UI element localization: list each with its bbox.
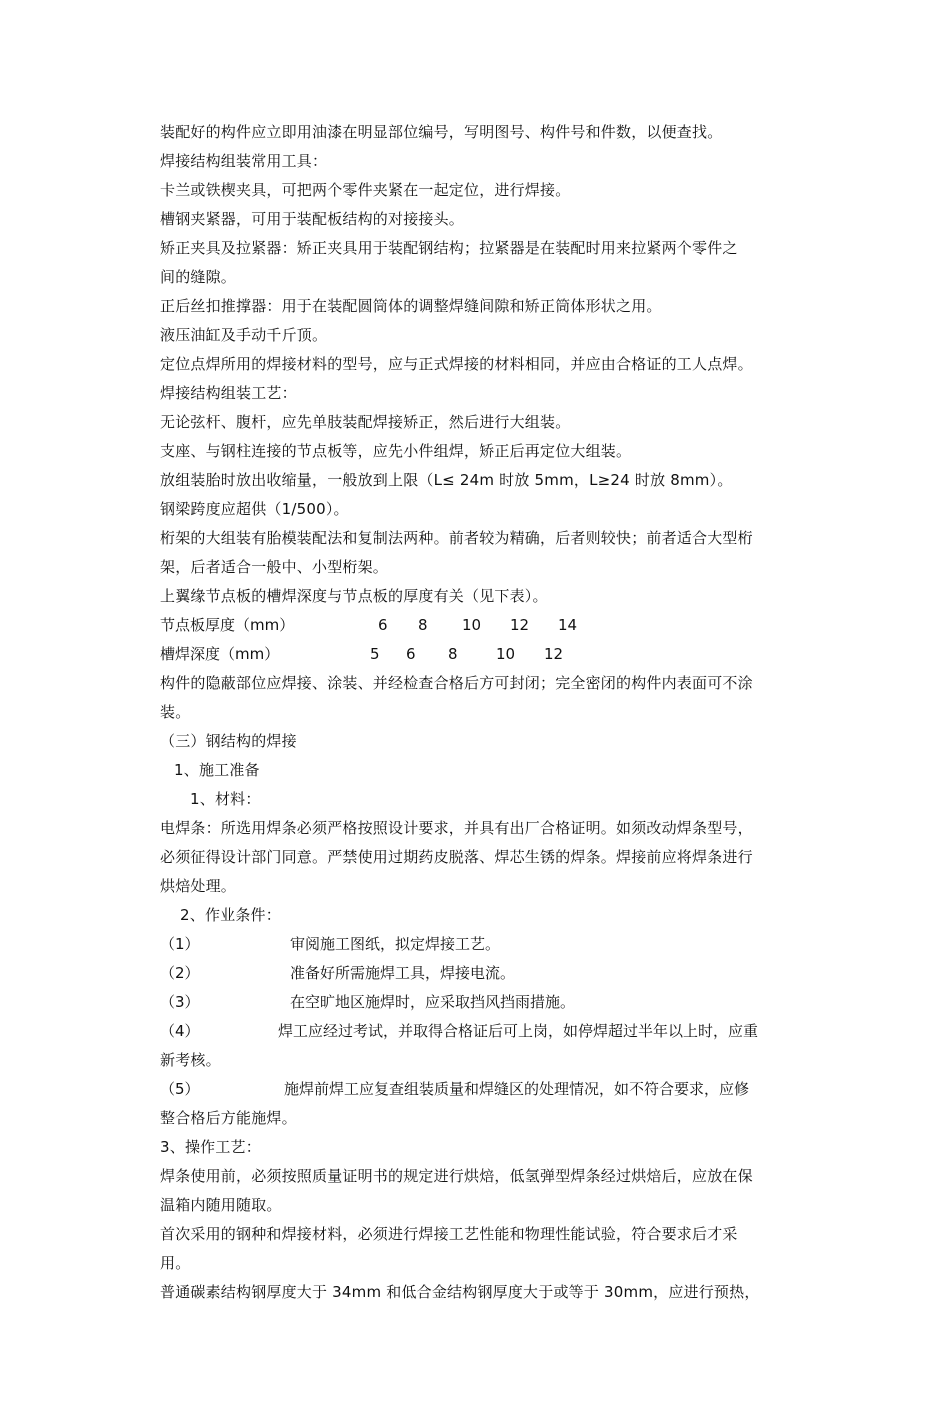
- paragraph: 无论弦杆、腹杆，应先单肢装配焊接矫正，然后进行大组装。: [160, 413, 571, 431]
- paragraph: 液压油缸及手动千斤顶。: [160, 326, 328, 344]
- list-item-number: （5）: [160, 1080, 200, 1098]
- table-cell: 10: [496, 645, 516, 663]
- paragraph: 构件的隐蔽部位应焊接、涂装、并经检查合格后方可封闭；完全密闭的构件内表面可不涂: [160, 674, 753, 692]
- list-item: [160, 1075, 800, 1104]
- table-values: [370, 640, 584, 669]
- list-item-continuation: 整合格后方能施焊。: [160, 1109, 297, 1127]
- table-cell: 12: [544, 645, 564, 663]
- paragraph: 卡兰或铁楔夹具，可把两个零件夹紧在一起定位，进行焊接。: [160, 181, 571, 199]
- paragraph: 用。: [160, 1254, 191, 1272]
- list-item-continuation: 新考核。: [160, 1051, 221, 1069]
- list-item-text: 施焊前焊工应复查组装质量和焊缝区的处理情况，如不符合要求，应修: [284, 1080, 750, 1098]
- subsection-heading: 1、施工准备: [174, 761, 260, 779]
- paragraph: 装。: [160, 703, 191, 721]
- heading: 焊接结构组装常用工具：: [160, 152, 328, 170]
- table-row-label: 节点板厚度（mm）: [160, 616, 295, 634]
- list-item-number: （1）: [160, 935, 200, 953]
- table-row-weld-depth: [160, 640, 800, 669]
- paragraph: 间的缝隙。: [160, 268, 237, 286]
- list-item: [160, 1017, 800, 1046]
- list-item-text: 准备好所需施焊工具，焊接电流。: [290, 964, 516, 982]
- list-item-text: 在空旷地区施焊时，应采取挡风挡雨措施。: [290, 993, 576, 1011]
- paragraph: 上翼缘节点板的槽焊深度与节点板的厚度有关（见下表）。: [160, 587, 548, 605]
- list-item-number: （4）: [160, 1022, 200, 1040]
- paragraph: 装配好的构件应立即用油漆在明显部位编号，写明图号、构件号和件数，以便查找。: [160, 123, 723, 141]
- paragraph: 架，后者适合一般中、小型桁架。: [160, 558, 389, 576]
- list-item-number: （3）: [160, 993, 200, 1011]
- paragraph: 放组装胎时放出收缩量，一般放到上限（L≤ 24m 时放 5mm，L≥24 时放 8mm）。: [160, 471, 733, 489]
- table-cell: 6: [406, 645, 416, 663]
- list-item-text: 审阅施工图纸，拟定焊接工艺。: [290, 935, 501, 953]
- table-row-label: 槽焊深度（mm）: [160, 645, 280, 663]
- subsection-heading: 1、材料：: [190, 790, 261, 808]
- paragraph: 支座、与钢柱连接的节点板等，应先小件组焊，矫正后再定位大组装。: [160, 442, 632, 460]
- list-item: [160, 959, 800, 988]
- document-page: [160, 118, 800, 1307]
- table-cell: 8: [448, 645, 458, 663]
- table-values: [378, 611, 598, 640]
- paragraph: 定位点焊所用的焊接材料的型号，应与正式焊接的材料相同，并应由合格证的工人点焊。: [160, 355, 753, 373]
- paragraph: 普通碳素结构钢厚度大于 34mm 和低合金结构钢厚度大于或等于 30mm，应进行预热，: [160, 1283, 760, 1301]
- table-cell: 14: [558, 616, 578, 634]
- paragraph: 矫正夹具及拉紧器：矫正夹具用于装配钢结构；拉紧器是在装配时用来拉紧两个零件之: [160, 239, 738, 257]
- paragraph: 电焊条：所选用焊条必须严格按照设计要求，并具有出厂合格证明。如须改动焊条型号，: [160, 819, 753, 837]
- paragraph: 必须征得设计部门同意。严禁使用过期药皮脱落、焊芯生锈的焊条。焊接前应将焊条进行: [160, 848, 753, 866]
- list-item: [160, 988, 800, 1017]
- paragraph: 桁架的大组装有胎模装配法和复制法两种。前者较为精确，后者则较快；前者适合大型桁: [160, 529, 753, 547]
- paragraph: 钢梁跨度应超供（1/500）。: [160, 500, 349, 518]
- list-item-number: （2）: [160, 964, 200, 982]
- heading: 焊接结构组装工艺：: [160, 384, 297, 402]
- list-item: [160, 930, 800, 959]
- paragraph: 正后丝扣推撑器：用于在装配圆筒体的调整焊缝间隙和矫正筒体形状之用。: [160, 297, 662, 315]
- subsection-heading: 3、操作工艺：: [160, 1138, 261, 1156]
- paragraph: 烘焙处理。: [160, 877, 237, 895]
- paragraph: 焊条使用前，必须按照质量证明书的规定进行烘焙，低氢弹型焊条经过烘焙后，应放在保: [160, 1167, 753, 1185]
- table-cell: 10: [462, 616, 482, 634]
- subsection-heading: 2、作业条件：: [180, 906, 281, 924]
- table-cell: 5: [370, 645, 380, 663]
- paragraph: 首次采用的钢种和焊接材料，必须进行焊接工艺性能和物理性能试验，符合要求后才采: [160, 1225, 738, 1243]
- paragraph: 槽钢夹紧器，可用于装配板结构的对接接头。: [160, 210, 465, 228]
- table-cell: 12: [510, 616, 530, 634]
- section-heading: （三）钢结构的焊接: [160, 732, 297, 750]
- paragraph: 温箱内随用随取。: [160, 1196, 282, 1214]
- table-cell: 6: [378, 616, 388, 634]
- table-row-plate-thickness: [160, 611, 800, 640]
- list-item-text: 焊工应经过考试，并取得合格证后可上岗，如停焊超过半年以上时，应重: [278, 1022, 759, 1040]
- table-cell: 8: [418, 616, 428, 634]
